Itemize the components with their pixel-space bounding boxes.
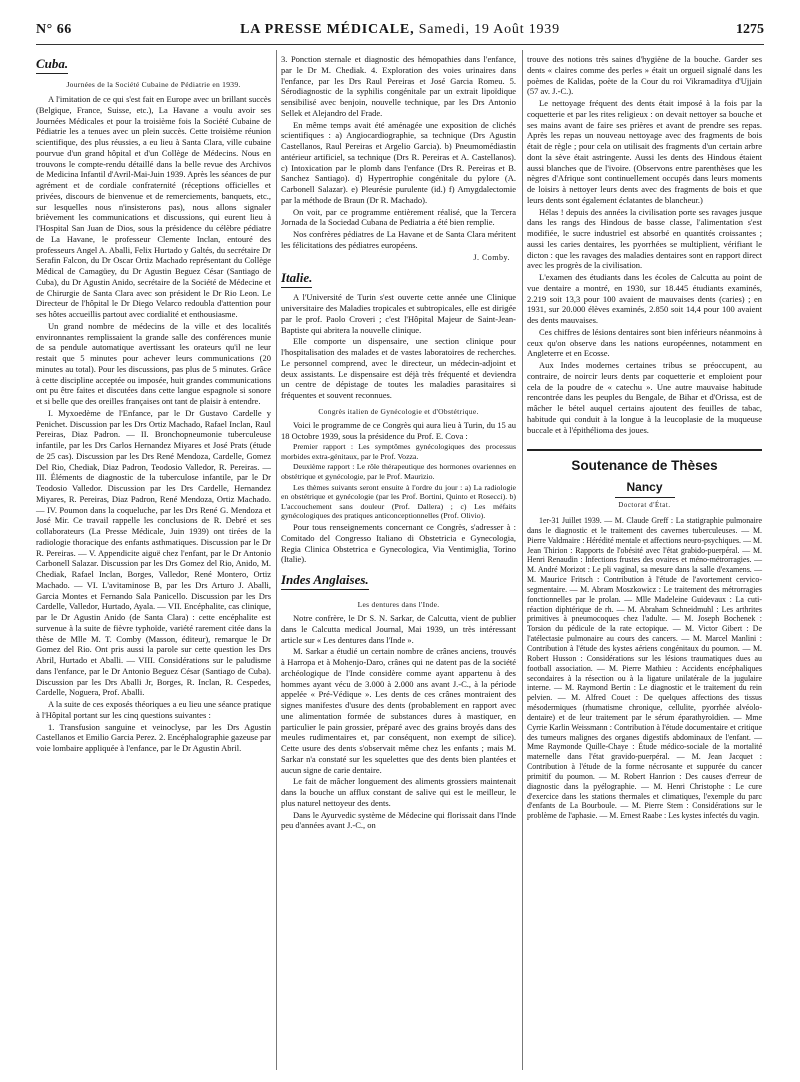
paragraph: M. Sarkar a étudié un certain nombre de crânes anciens, trouvés à Harropa et à Mohenjo-Daro, crânes qui ne datent pas de la société archéologique de l'Inde considère comme ayant appartenu à des hommes ayant vécu de 3.000 à 2.000 ans avant J.-C., à la période appelée « Pré-Védique ». Les dents de ces crânes montraient des signes manifestes d'usure des dents (probablement en rapport avec une alimentation formée de substances dures à mastiquer, en particulier le pain grossier, préparé avec des grains broyés dans des meules rudimentaires et, par conséquent, non exempt de silice). Cette usure des dents s'observait même chez les enfants ; mais M. Sarkar n'a constaté sur les squelettes que des dents bien plantées et aucun signe de carie dentaire. (281, 646, 516, 775)
section-title-italie: Italie. (281, 270, 312, 288)
paragraph: Nos confrères pédiatres de La Havane et de Santa Clara méritent les félicitations des pédiatres européens. (281, 229, 516, 250)
column-divider (522, 50, 523, 1070)
section-title-indes: Indes Anglaises. (281, 572, 369, 590)
paragraph: Dans le Ayurvedic système de Médecine qui florissait dans l'Inde peu d'années avant J.-C., on (281, 809, 516, 831)
city-heading: Nancy (626, 480, 663, 495)
issue-date: Samedi, 19 Août 1939 (418, 22, 560, 37)
paragraph: L'examen des étudiants dans les écoles de Calcutta au point de vue dentaire a montré, en 1930, sur 18.445 étudiants examinés, 2.219 soit 13,3 pour 100 avaient de mauvaises dents (caries) ; en 1931, sur 20.000 élèves examinés, 2.850 soit 14,4 pour 100 avaient des dents mauvaises. (527, 272, 762, 325)
paragraph: Le nettoyage fréquent des dents était imposé à la fois par la coquetterie et par les rites religieux : on devait nettoyer sa bouche et ses mains avant de faire ses prières et avant de prendre ses repas. Après les repas un nouveau nettoyage avec des fragments de bois était de règle ; pour cela on utilisait des fragments d'un certain arbre dont la sève était astringente. Aussi les dents des Hindous étaient aussi blanches que de l'ivoire. (Observons entre parenthèses que les nègres d'Afrique sont continuellement occupés dans leurs moments de loisirs à nettoyer leurs dents avec des fragments de bois et que leurs dents sont également éclatantes de blancheur.) (527, 98, 762, 205)
paragraph: Voici le programme de ce Congrès qui aura lieu à Turin, du 15 au 18 Octobre 1939, sous la présidence du Prof. E. Cova : (281, 419, 516, 441)
theses-section (527, 449, 762, 821)
journal-title: LA PRESSE MÉDICALE, (240, 22, 415, 37)
paragraph: Un grand nombre de médecins de la ville et des localités environnantes remplissaient la grande salle des conférences munie de sa pendule automatique avertissant les orateurs qu'il ne leur restait que 5 minutes pour achever leurs communications (20 minutes au total). Pour les discussions, pas plus de 5 minutes. Grâce à cette discipline acceptée ou imposée, huit grandes communications ont pu être faites et discutées dans cette langue espagnole si sonore et si belle que des oreilles françaises ont tant de plaisir à entendre. (36, 320, 271, 406)
column-2 (281, 54, 516, 832)
indes-heading: Les dentures dans l'Inde. (357, 600, 440, 609)
paragraph: Le fait de mâcher longuement des aliments grossiers maintenait dans la bouche un afflux constant de salive qui est le meilleur, le plus naturel nettoyeur des dents. (281, 776, 516, 808)
paragraph: trouve des notions très saines d'hygiène de la bouche. Garder ses dents « claires comme des perles » était un orgueil signalé dans les poèmes de Kalidas, poète de la Cour du roi Vikramaditya d'Ujjain (57 av. J.-C.). (527, 54, 762, 97)
paragraph: Notre confrère, le Dr S. N. Sarkar, de Calcutta, vient de publier dans le Calcutta medical Journal, Mai 1939, un très intéressant article sur « Les dentures dans l'Inde ». (281, 613, 516, 645)
column-divider (276, 50, 277, 1070)
paragraph: Elle comporte un dispensaire, une section clinique pour l'hospitalisation des malades et de vastes laboratoires de recherches. Le personnel comprend, avec le directeur, un médecin-adjoint et deux assistants. Le dispensaire est déjà très fréquenté et deviendra un centre de dépistage de toutes les maladies parasitaires si fréquentes et souvent reconnues. (281, 336, 516, 400)
paragraph: Ces chiffres de lésions dentaires sont bien inférieurs néanmoins à ceux qu'on observe dans les nations européennes, notamment en Angleterre et en Ecosse. (527, 326, 762, 359)
paragraph: Les thèmes suivants seront ensuite à l'ordre du jour : a) La radiologie en obstétrique et gynécologie (par les Prof. Bortini, Quinto et Rosecci). b) L'accouchement sans douleur (Prof. Dallera) ; c) Les méfaits gynécologiques des pratiques anticonceptionnelles (Prof. Olivio). (281, 482, 516, 521)
masthead (36, 22, 764, 38)
page-header (36, 22, 764, 44)
header-rule (36, 44, 764, 45)
theses-title: Soutenance de Thèses (571, 458, 718, 474)
paragraph: En même temps avait été aménagée une exposition de clichés scientifiques : a) Angiocardiographie, sa technique (Drs Agustin Castellanos, Raul Pereiras et Argelio Garcia). b) Pneumomédiastin antérieur artificiel, sa technique (Drs R. Pereiras et A. Castellanos). c) Intoxication par le plomb dans l'enfance (Drs R. Pereiras et B. Sanchez Santiago). d) Hypertrophie congénitale du pylore (A. Carbonell Salazar). e) Pleurésie purulente (id.) f) Amygdalectomie par la méthode de Braun (Dr R. Machado). (281, 119, 516, 205)
congres-heading: Congrès italien de Gynécologie et d'Obstétrique. (318, 406, 479, 416)
paragraph: A l'imitation de ce qui s'est fait en Europe avec un brillant succès (Belgique, France, Suisse, etc.), La Havane a voulu avoir ses Journées Médicales et pour la troisième fois la Société Cubaine de Pédiatrie les a tenues avec un plein succès. Cette troisième réunion scientifique, des plus réussies, a eu lieu à Santa Clara, ville cubaine pourvue d'un grand hôpital et d'un Collège de Médecins. Nous en trouvons le compte-rendu détaillé dans la belle revue des Archivos de Medicina Infantil d'Avril-Mai-Juin 1939. Après les séances de pur agrément et de cordiale confraternité (réceptions officielles et privées, discours de bienvenue et de remerciements, banquets, etc., sur lesquelles nous n'insisterons pas), nous allons signaler brièvement les communications et discussions, qui eurent lieu à l'Hospital San Juan de Dios, sous la présidence du célèbre pédiatre de La Havane, le professeur Clemente Inclan, entouré des professeurs Angel A. Aballi, Felix Hurtado y Galtés, du secrétaire Dr Serafin Falcon, du Dr Oscar Ortiz Machado représentant du Collège Médical de Camagüey, du Dr Agustin Beguez César (Santiago de Cuba), du Dr Agustin Anido, secrétaire de la Société de Médecine et de Chirurgie de Santa Clara avec son président le Dr Rio Leon. Le Directeur de l'hôpital le Dr Diego Velarco redoubla d'attention pour ses hôtes accueillis partout avec cordialité et enthousiasme. (36, 94, 271, 319)
paragraph: A l'Université de Turin s'est ouverte cette année une Clinique universitaire des Maladies tropicales et subtropicales, elle est dirigée par le prof. Paolo Croveri ; c'est l'Hôpital Majeur de Saint-Jean-Baptiste qui abritera la nouvelle clinique. (281, 292, 516, 335)
paragraph: A la suite de ces exposés théoriques a eu lieu une séance pratique à l'Hôpital portant sur les cinq questions suivantes : (36, 699, 271, 720)
paragraph: Deuxième rapport : Le rôle thérapeutique des hormones ovariennes en obstétrique et gynécologie, par le Prof. Maurizio. (281, 462, 516, 482)
divider (615, 497, 675, 498)
column-3 (527, 54, 762, 822)
author-signature: J. Comby. (473, 252, 510, 262)
paragraph: 1. Transfusion sanguine et veinoclyse, par les Drs Agustin Castellanos et Emilio Garcia Perez. 2. Encéphalographie gazeuse par voie lombaire appliquée à l'enfance, par le Dr Agustin Abril. (36, 721, 271, 753)
paragraph: On voit, par ce programme entièrement réalisé, que la Tercera Jornada de la Sociedad Cubana de Pediatria a été bien remplie. (281, 206, 516, 228)
theses-list: 1er-31 Juillet 1939. — M. Claude Greff : La statigraphie pulmonaire dans le diagnostic et le traitement des cavernes tuberculeuses. — M. Pierre Valdmaire : Hérédité mentale et affections neuro-psychiques. — M. Jean Thirion : Rapports de l'obésité avec l'état grabido-puerpéral. — M. Henri Renaudin : Infections frustes des ovaires et méno-métrorragies. — M. André Morizot : Le pli vaginal, sa mesure dans la salle d'examens. — M. Maurice Fritsch : Contribution à l'étude de l'avortement cervico-segmentaire. — M. Abram Moszkowicz : Le traitement des métrorragies fonctionnelles par le prolan. — Mlle Madeleine Guidevaux : La cuti-réaction diphtérique de rh. — M. Abraham Schneidmuhl : Les arthrites primitives à pneumocoques chez l'adulte. — M. Joseph Bochenek : Torsion du pédicule de la rate ectopique. — M. Victor Gibert : De l'atélectasie pulmonaire au cours des cancers. — M. Marcel Manlini : Contribution à l'étude des kystes aériens congénitaux du poumon. — M. Robert Husson : Considérations sur les lésions traumatiques dues au football association. — M. Pierre Mathieu : Accidents encéphaliques secondaires à la résection ou à la ligature unilatérale de la jugulaire interne. — M. Raymond Bertin : Le diagnostic et le traitement du rein pelvien. — M. Alfred Couet : De quelques affections des tissus mésodermiques (rhumatisme chronique, cellulite, pyorrhée alvéolo-dentaire) et de leur traitement par le sérum éparathyroïdien. — Mme Cyrrie Karlin Weissmann : Contribution à l'étude documentaire et critique des tumeurs malignes des organes digestifs abdominaux de l'enfant. — Mme Raymonde Quille-Chaye : Étude médico-sociale de la mortalité maternelle dans l'état gravido-puerpéral. — M. Jean Jacquet : Contribution à l'étude de la forme nécrosante et suppurée du cancer primitif du poumon. — M. Robert Hanrion : Des causes d'erreur de diagnostic dans la pyélographie. — M. Henri Christophe : Le cure d'exercice dans les stations thermales et climatiques, l'exemple du parc d'enfants de La Bourboule. — M. Pierre Stem : Considérations sur le problème de l'aphasie. — M. Ernest Raabe : Les kystes infectés du vagin. (527, 516, 762, 821)
paragraph: Aux Indes modernes certaines tribus se préoccupent, au contraire, de noircir leurs dents par coquetterie et emploient pour cela de la poudre de « catechu ». Une autre mauvaise habitude rencontrée dans les peuples du Bengale, de Bihar et d'Orissa, est de mâcher le bétel auquel certains ajoutent des feuilles de tabac, habitude qui conduit à la longue à la leucoplasie de la muqueuse buccale et à l'épithélioma des joues. (527, 360, 762, 435)
section-title-cuba: Cuba. (36, 56, 68, 74)
paragraph: I. Myxoedème de l'Enfance, par le Dr Gustavo Cardelle y Penichet. Discussion par les Drs Ortiz Machado, Rafael Inclan, Raul Pereiras, Diaz Padron. — II. Bronchopneumonie tuberculeuse infantile, par les Drs Carlos Hernandez Miyares et José Prats (étude de 25 cas). Discussion par les Drs René Mendoza, Cardelle, Gomez Del Rio, Chediak, Diaz Padron, Teodosio Valledor, R. Pereiras. — III. Éléments de diagnostic de la tuberculose infantile, par le Dr Teodosio Valledor. Discussion par les Drs Cardelle, Hernandez Miyares, R. Pereiras, Diaz Padron, René Mendoza, Ortiz Machado. — IV. Poumon dans la coqueluche, par les Drs René G. Mendoza et José Mir. Ce travail rappelle les conclusions de R. Debré et ses collaborateurs (La Presse Médicale, Juin 1939) ont tirées de la radiologie thoracique des enfants asthmatiques. Discussion par le Dr R. Pereiras. — V. Appendicite aiguë chez l'enfant, par le Dr Antonio Carbonell Salazar. Discussion par les Drs Gomez del Rio, Anido, M. Chediak, Rafael Inclan, Borges, Valledor, René Montero, Ortiz Machado. — VI. L'avitaminose B, par les Drs Arturo J. Aballi, Garcia Montes et Fernando Sala Panicello. Discussion par les Drs Cardelle, Valledor, Hurtado, Ayala. — VII. Encéphalite, cas clinique, par le Dr Agustin Anido (de Santa Clara) : cette encéphalite est survenue à la suite de fièvre typhoïde, variété rarement citée dans la thèse de Mlle M. T. Comby (Masson, éditeur), remarque le Dr Gomez del Rio. Ont pris aussi la parole sur cette question les Drs Abril, Hurtado et Aballi. — VIII. Considérations sur le paludisme dans l'enfance, par le Dr Antonio Beguez César (Santiago de Cuba). Discussion par les Drs Aballi Jr, Borges, R. Inclan, R. Cespedes, Cardelle, Noguera, Prof. Aballi. (36, 407, 271, 698)
page-number: 1275 (736, 22, 764, 37)
paragraph: Hélas ! depuis des années la civilisation porte ses ravages jusque dans les rangs des Hindous de basse classe, l'alimentation s'est modifiée, le sucre industriel est absorbé en quantités croissantes ; aussi les caries dentaires, les pyorrhées se multiplient, vérifiant le dicton : que les ravages des maladies dentaires sont en rapport direct avec les progrès de la civilisation. (527, 206, 762, 271)
doctorat-label: Doctorat d'État. (618, 502, 671, 510)
cuba-subheading: Journées de la Société Cubaine de Pédiatrie en 1939. (66, 80, 241, 89)
paragraph: Premier rapport : Les symptômes gynécologiques des processus morbides extra-génitaux, par le Prof. Vozza. (281, 442, 516, 461)
paragraph: 3. Ponction sternale et diagnostic des hémopathies dans l'enfance, par le Dr M. Chediak. 4. Exploration des voies urinaires dans l'enfance, par les Drs Raul Pereiras et José Garcia Romeu. 5. Sérodiagnostic de la syphilis congénitale par un extrait lipoïdique sensibilisé avec benjoin, nouvelle technique, par les Drs Antonio Sellek et Alejandro del Frade. (281, 54, 516, 118)
column-1 (36, 54, 271, 755)
paragraph: Pour tous renseignements concernant ce Congrès, s'adresser à : Comitado del Congresso Italiano di Obstetricia e Gynecologia, Regia Clinica Obstetrica e Gynecologica, Via Ventimiglia, Torino (Italie). (281, 522, 516, 565)
issue-number: N° 66 (36, 22, 72, 37)
